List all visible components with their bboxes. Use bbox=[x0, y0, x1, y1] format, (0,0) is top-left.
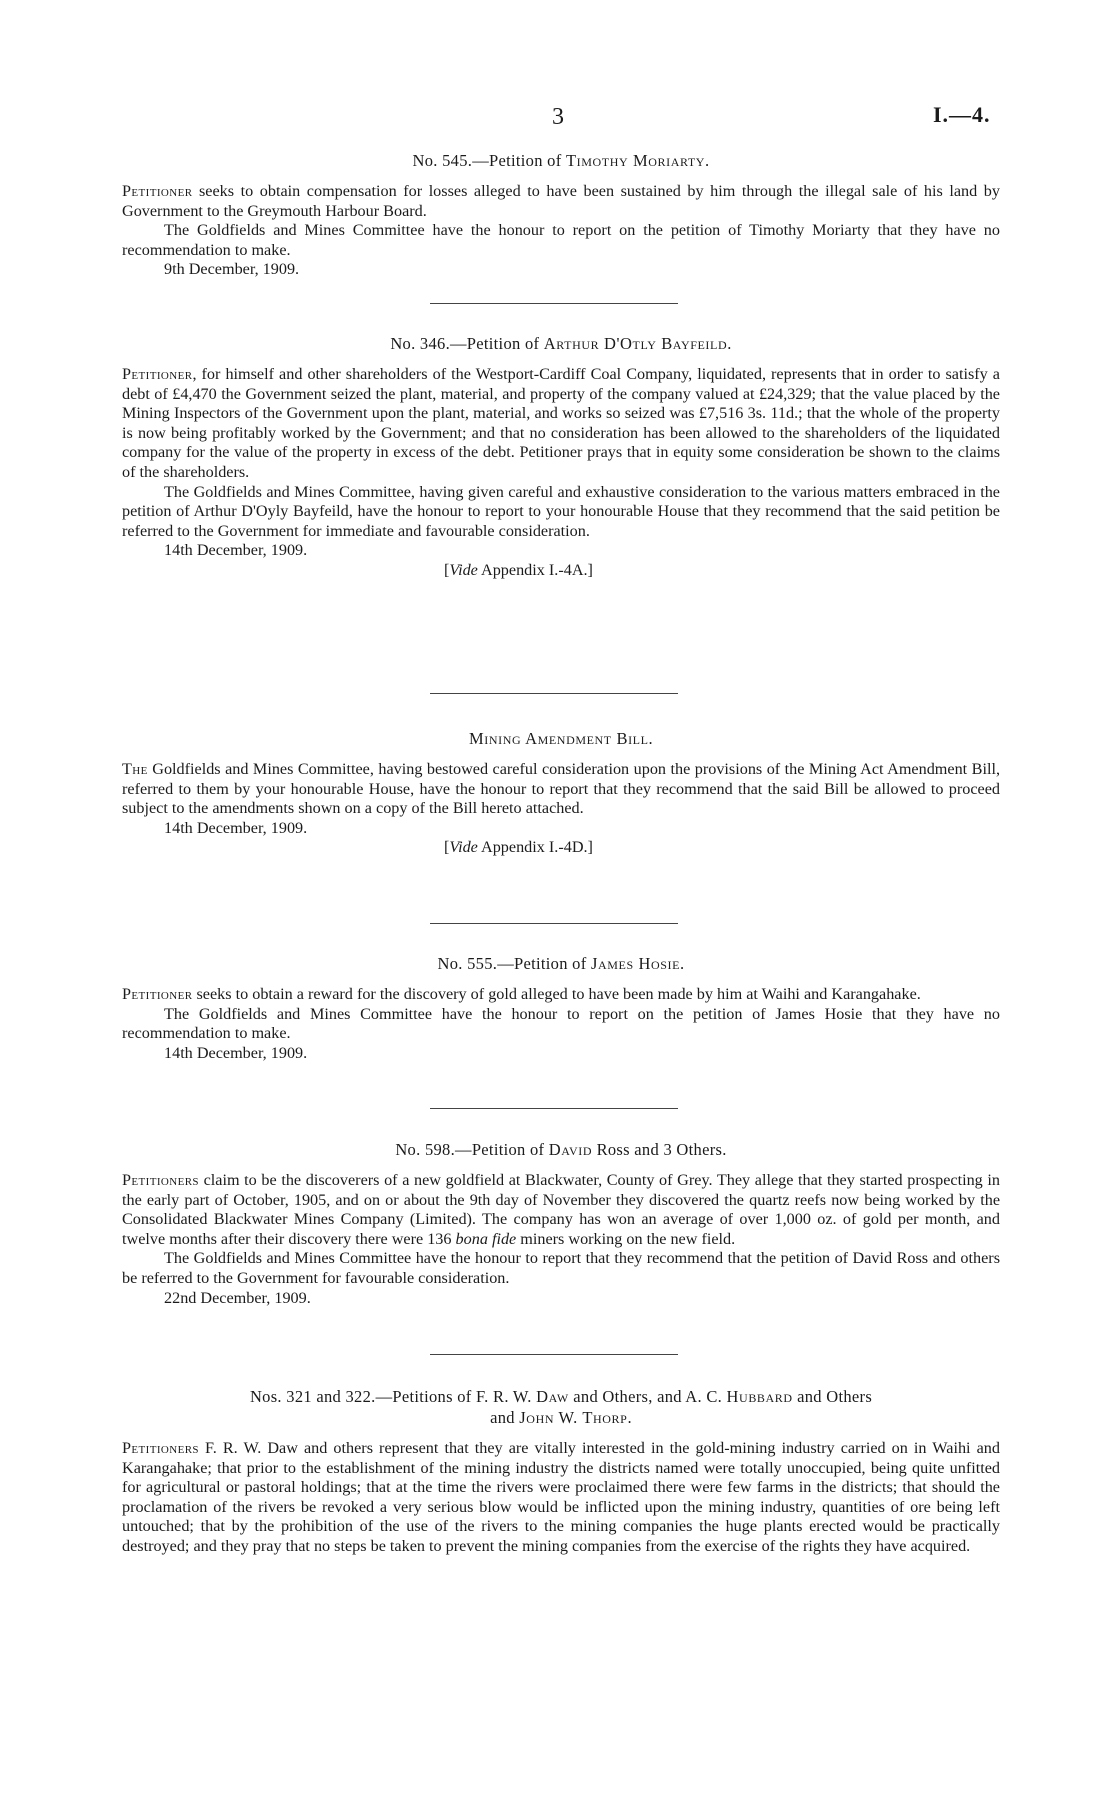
committee-report: The Goldfields and Mines Committee have the honour to report on the petition of James Hosie that they have no recommendation to make. bbox=[122, 1004, 1000, 1043]
committee-report: The Goldfields and Mines Committee, having given careful and exhaustive consideration to the various matters embraced in the petition of Arthur D'Oyly Bayfeild, have the honour to report to your honourable House that they recommend that the said petition be referred to the Government for immediate and favourable consideration. bbox=[122, 482, 1000, 540]
petition-598 bbox=[122, 1140, 1000, 1308]
committee-report: The Goldfields and Mines Committee have the honour to report on the petition of Timothy Moriarty that they have no recommendation to make. bbox=[122, 221, 1000, 259]
section-divider bbox=[430, 1108, 678, 1109]
petitions-321-322 bbox=[122, 1386, 1000, 1557]
section-divider bbox=[430, 693, 678, 694]
petition-545 bbox=[122, 151, 1000, 280]
page-number: 3 bbox=[552, 104, 564, 130]
report-date: 9th December, 1909. bbox=[164, 260, 300, 279]
petition-text: Petitioner seeks to obtain compensation for losses alleged to have been sustained by him through the illegal sale of his land by Government to the Greymouth Harbour Board. bbox=[122, 182, 1000, 220]
appendix-reference: [Vide Appendix I.-4D.] bbox=[444, 838, 593, 857]
section-title: No. 598.—Petition of David Ross and 3 Others. bbox=[395, 1140, 727, 1159]
petition-text: Petitioners claim to be the discoverers of a new goldfield at Blackwater, County of Grey. They allege that they started prospecting in the early part of October, 1905, and on or about the 9th day of November they discovered the quartz reefs now being worked by the Consolidated Blackwater Mines Company (Limited). The company has won an average of over 1,000 oz. of gold per month, and twelve months after their discovery there were 136 bona fide miners working on the new field. bbox=[122, 1171, 1000, 1248]
petition-555 bbox=[122, 954, 1000, 1063]
section-title: No. 555.—Petition of James Hosie. bbox=[437, 954, 685, 973]
section-divider bbox=[430, 303, 678, 304]
petition-346 bbox=[122, 334, 1000, 581]
petition-text: Petitioner seeks to obtain a reward for the discovery of gold alleged to have been made by him at Waihi and Karangahake. bbox=[122, 985, 921, 1003]
report-date: 14th December, 1909. bbox=[164, 818, 308, 837]
report-date: 14th December, 1909. bbox=[164, 1043, 308, 1062]
document-reference: I.—4. bbox=[933, 102, 991, 127]
section-title: Nos. 321 and 322.—Petitions of F. R. W. Daw and Others, and A. C. Hubbard and Others and John W. Thorp. bbox=[249, 1387, 873, 1427]
committee-report: The Goldfields and Mines Committee have the honour to report that they recommend that the petition of David Ross and others be referred to the Government for favourable consideration. bbox=[122, 1249, 1000, 1287]
report-date: 14th December, 1909. bbox=[164, 541, 308, 560]
section-title: Mining Amendment Bill. bbox=[469, 729, 653, 748]
report-date: 22nd December, 1909. bbox=[164, 1288, 311, 1307]
section-title: No. 545.—Petition of Timothy Moriarty. bbox=[412, 151, 710, 170]
petition-text: Petitioner, for himself and other shareholders of the Westport-Cardiff Coal Company, liquidated, represents that in order to satisfy a debt of £4,470 the Government seized the plant, material, and property of the company valued at £24,329; that the value placed by the Mining Inspectors of the Government upon the plant, material, and works so seized was £7,516 3s. 11d.; that the whole of the property is now being profitably worked by the Government; and that no consideration has been allowed to the shareholders of the liquidated company for the value of the property in excess of the debt. Petitioner prays that in equity some consideration be shown to the claims of the shareholders. bbox=[122, 365, 1000, 481]
mining-amendment-bill bbox=[122, 729, 1000, 858]
section-divider bbox=[430, 923, 678, 924]
section-title: No. 346.—Petition of Arthur D'Otly Bayfeild. bbox=[390, 334, 732, 353]
section-divider bbox=[430, 1354, 678, 1355]
petition-text: Petitioners F. R. W. Daw and others represent that they are vitally interested in the gold-mining industry carried on in Waihi and Karangahake; that prior to the establishment of the mining industry the districts named were totally unoccupied, being quite unfitted for agricultural or pastoral holdings; that at the time the rivers were proclaimed there were few farms in the districts; that should the proclamation of the rivers be revoked a very serious blow would be inflicted upon the mining industry, quantities of ore being left untouched; that by the prohibition of the use of the rivers to the mining companies the huge plants erected would be practically destroyed; and they pray that no steps be taken to prevent the mining companies from the exercise of the rights they have acquired. bbox=[122, 1439, 1000, 1555]
committee-report: The Goldfields and Mines Committee, having bestowed careful consideration upon the provisions of the Mining Act Amendment Bill, referred to them by your honourable House, have the honour to report that they recommend that the said Bill be allowed to proceed subject to the amendments shown on a copy of the Bill hereto attached. bbox=[122, 760, 1000, 818]
appendix-reference: [Vide Appendix I.-4A.] bbox=[444, 560, 593, 579]
